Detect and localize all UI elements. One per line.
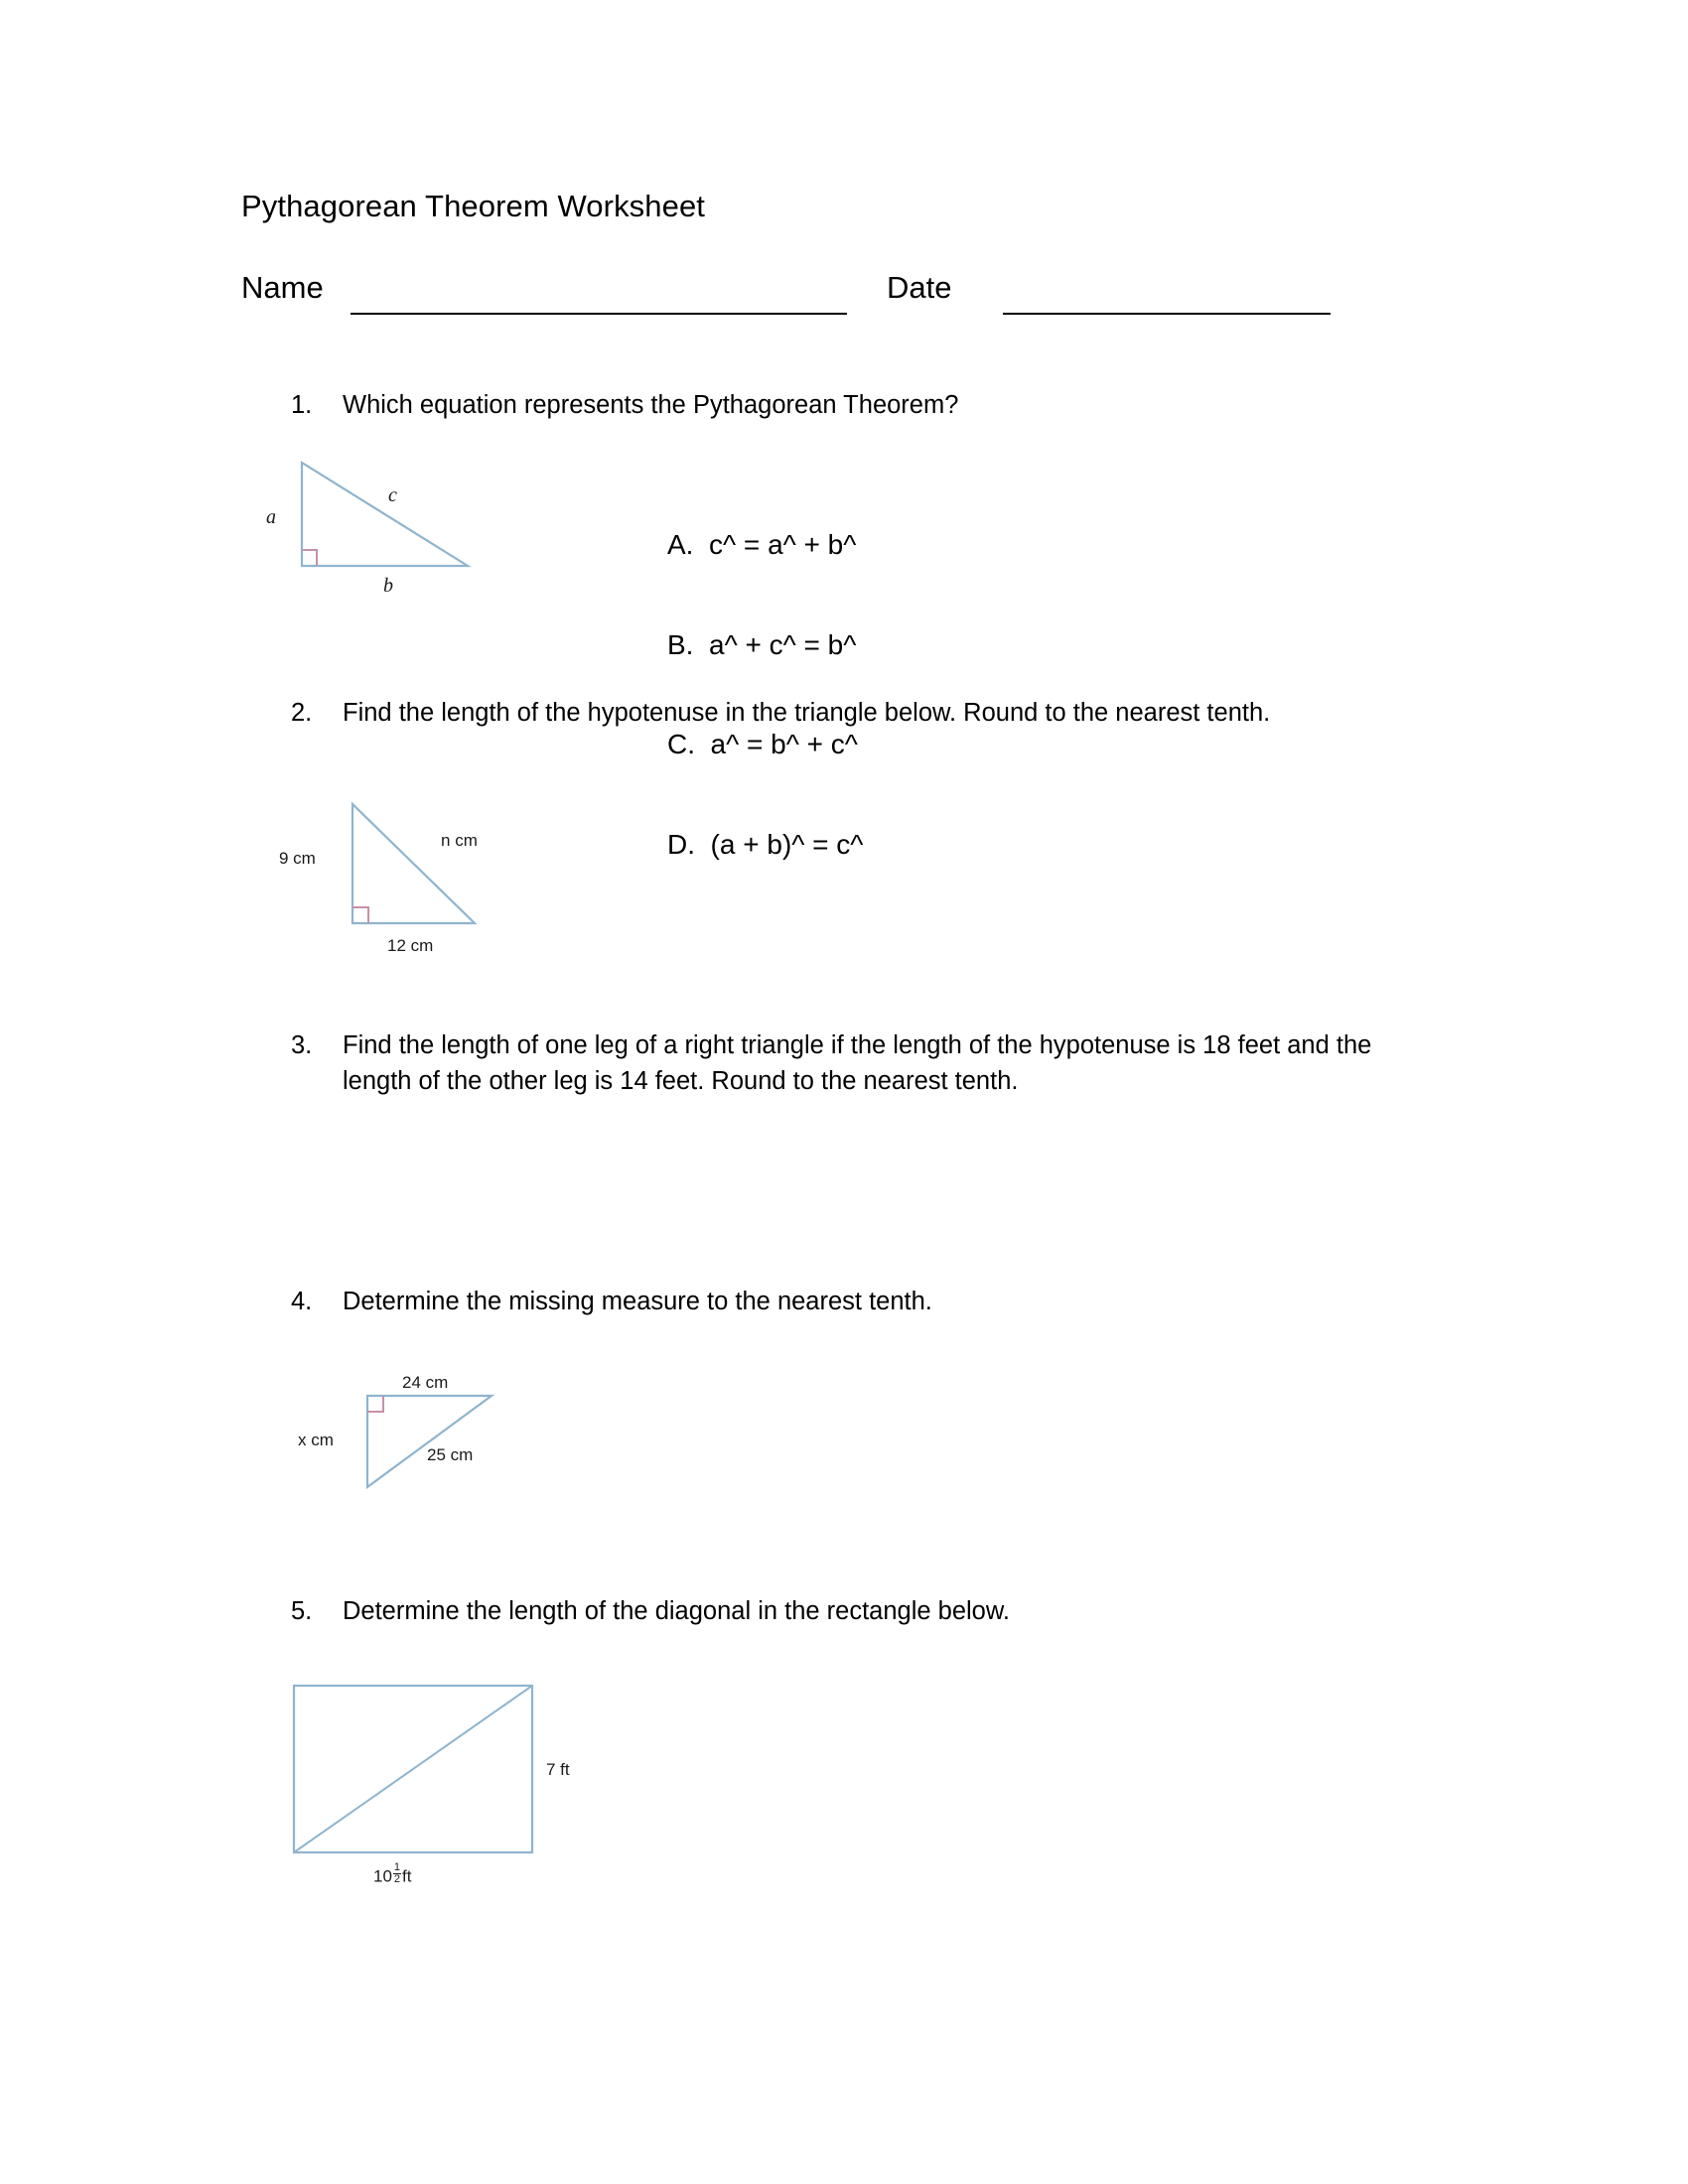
name-date-row [241,270,1353,316]
date-label: Date [887,270,952,305]
question-2-number: 2. [291,699,313,727]
diagonal-line [294,1686,532,1852]
question-1-triangle-figure [266,455,522,597]
triangle-outline [302,463,468,566]
width-fraction-one-half [393,1862,401,1885]
triangle-outline [352,804,478,923]
name-write-in-line[interactable] [351,313,847,315]
question-4-text: Determine the missing measure to the nearest tenth. [343,1288,932,1315]
question-5-text: Determine the length of the diagonal in the rectangle below. [343,1597,1010,1625]
triangle-label-top-24cm: 24 cm [402,1373,449,1392]
choice-d[interactable]: D. (a + b)^ = c^ [667,828,864,860]
rectangle-label-height-7ft: 7 ft [546,1760,570,1779]
right-angle-marker-icon [352,907,368,923]
triangle-label-hypotenuse-25cm: 25 cm [427,1445,474,1464]
triangle-label-leg-x-cm [298,1431,334,1450]
width-unit-ft: ft [402,1866,412,1886]
choice-c[interactable]: C. a^ = b^ + c^ [667,729,858,759]
question-5-rectangle-figure [286,1678,574,1891]
question-1-text: Which equation represents the Pythagorean Theorem? [343,391,959,419]
hypotenuse-unit-cm: cm [450,831,478,850]
question-4 [291,1284,1343,1319]
question-2 [291,695,1314,731]
question-5 [291,1593,1343,1629]
triangle-label-b: b [383,575,393,597]
name-label: Name [241,270,324,305]
triangle-label-hypotenuse-n-cm [441,831,478,851]
question-3-text: Find the length of one leg of a right triangle if the length of the hypotenuse is 18 feet and the length of the other leg is 14 feet. Round to the nearest tenth. [343,1031,1372,1095]
question-2-triangle-figure [279,789,531,955]
triangle-label-leg-9cm: 9 cm [279,849,316,868]
choice-a[interactable]: A. c^ = a^ + b^ [667,529,857,560]
right-angle-marker-icon [367,1396,383,1412]
triangle-label-c: c [388,484,397,506]
hypotenuse-variable-n: n [441,831,451,850]
question-3 [291,1027,1373,1099]
triangle-label-a: a [266,506,276,528]
question-1 [291,387,1343,423]
choice-b[interactable]: B. a^ + c^ = b^ [667,628,857,660]
triangle-label-leg-12cm: 12 cm [387,936,434,955]
leg-unit-cm: cm [306,1431,334,1449]
rectangle-diagonal-svg [286,1678,574,1886]
question-3-number: 3. [291,1031,313,1059]
page-title: Pythagorean Theorem Worksheet [241,189,706,223]
question-1-number: 1. [291,391,313,419]
triangle-outline [367,1396,492,1487]
fraction-numerator: 1 [393,1861,401,1873]
width-whole-number: 10 [373,1866,392,1886]
question-4-triangle-figure [290,1368,538,1497]
question-2-text: Find the length of the hypotenuse in the triangle below. Round to the nearest tenth. [343,699,1271,727]
question-5-number: 5. [291,1597,313,1625]
right-angle-marker-icon [302,550,317,566]
leg-variable-x: x [298,1431,307,1449]
triangle-9-12-n-svg [283,789,531,943]
date-write-in-line[interactable] [1003,313,1331,315]
rectangle-label-width [373,1862,412,1887]
question-4-number: 4. [291,1288,313,1315]
triangle-abc-svg [284,455,522,589]
fraction-denominator: 2 [393,1873,401,1886]
